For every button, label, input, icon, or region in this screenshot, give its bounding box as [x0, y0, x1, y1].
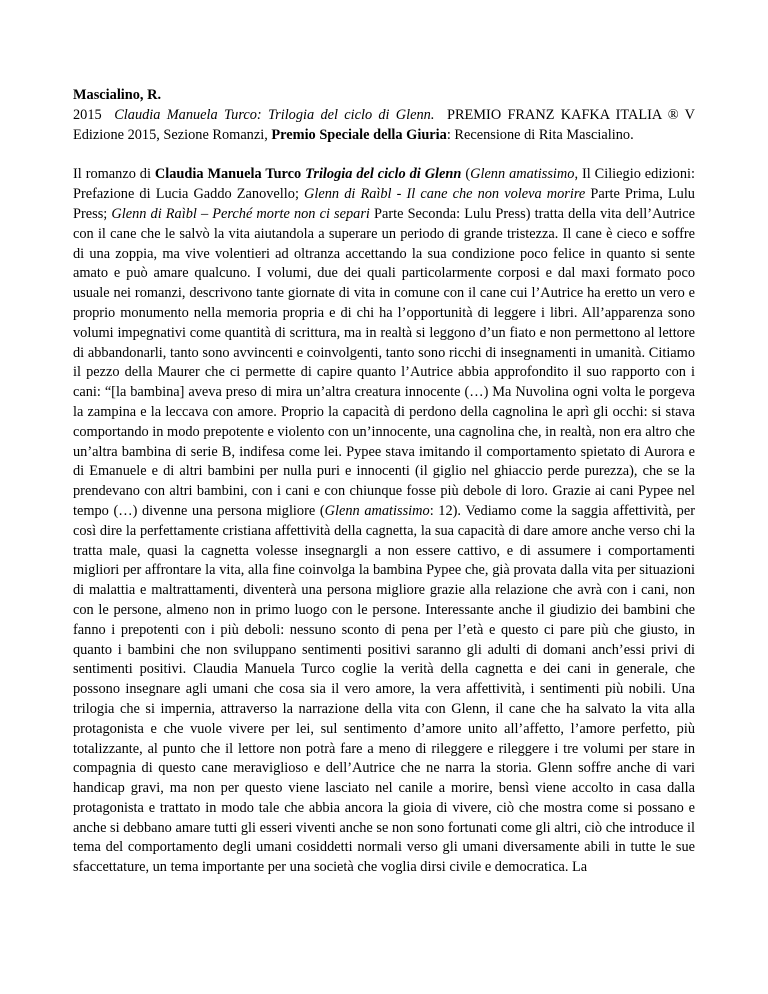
- body-text-segment: Parte Prima, Lulu Press;: [73, 186, 695, 222]
- body-book-title: Glenn di Raìbl – Perché morte non ci separi: [111, 205, 370, 222]
- citation-year: 2015: [73, 106, 102, 123]
- body-author-name: Claudia Manuela Turco: [154, 166, 302, 183]
- body-work-title: Trilogia del ciclo di Glenn: [305, 166, 462, 183]
- body-text-segment: : 12). Vediamo come la saggia affettività, per così dire la perfettamente cristiana affettività della cagnetta, la sua capacità di dare amore anche verso chi la tratta male, quasi la cagnetta volesse insegnargli a non essere cattivo, e di assumere i comportamenti migliori per affrontare la vita, alla fine coinvolga la bambina Pypee che, già provata dalla vita per situazioni di malattia e maltrattamenti, diventerà una persona migliore grazie alla relazione che avrà con i cani, non con le persone, almeno non in primo luogo con le persone. Interessante anche il giudizio dei bambini che fanno i prepotenti con i più deboli: nessuno sconto di pena per l’età e questo ci pare più che giusto, in quanto i bambini che non sviluppano sentimenti positivi saranno gli adulti di domani anch’essi privi di sentimenti positivi. Claudia Manuela Turco coglie la verità della cagnetta e dei cani in generale, che possono insegnare agli umani che cosa sia il vero amore, la vera affettività, i sentimenti più nobili. Una trilogia che si impernia, attraverso la narrazione della vita con Glenn, il cane che ha salvato la vita alla protagonista e che vuole vivere per lei, sul sentimento d’amore unito all’affetto, l’amore perfetto, più totalizzante, al punto che il lettore non potrà fare a meno di rileggere e rileggere i tre volumi per stare in compagnia di questo cane meraviglioso e dell’Autrice che ne narra la storia. Glenn soffre anche di vari handicap gravi, ma non per questo viene lasciato nel canile a morire, bensì viene accolto in casa dalla protagonista e trattato in modo tale che abbia ancora la gioia di vivere, ciò che mostra come si possano e anche si debbano amare tutti gli esseri viventi anche se non sono fortunati come gli altri, ciò che introduce il tema del comportamento degli umani cosiddetti normali verso gli umani diversamente abili in tutte le sue sfaccettature, un tema importante per una società che voglia dirsi civile e democratica. La: [73, 502, 695, 876]
- citation-header: [73, 86, 695, 145]
- citation-prize: PREMIO FRANZ KAFKA ITALIA ® V Edizione 2015, Sezione Romanzi,: [73, 106, 695, 143]
- citation-award: Premio Speciale della Giuria: [271, 126, 447, 143]
- citation-title: Claudia Manuela Turco: Trilogia del ciclo di Glenn.: [114, 106, 435, 123]
- citation-reviewer: : Recensione di Rita Mascialino.: [446, 126, 634, 143]
- body-text-segment: Parte Seconda: Lulu Press) tratta della vita dell’Autrice con il cane che le salvò la vita aiutandola a superare un periodo di grande tristezza. Il cane è cieco e soffre di una zoppia, ma vive volentieri ad oltranza accettando la sua condizione poco felice in quanto si sente amato e può amare qualcuno. I volumi, due dei quali particolarmente corposi e dal maxi formato poco usuale nei romanzi, descrivono tante giornate di vita in comune con il cane cui l’Autrice ha eretto un vero e proprio monumento nella memoria propria e di chi ha l’opportunità di leggere i libri. All’apparenza sono volumi impegnativi come quantità di scrittura, ma in realtà si leggono d’un fiato e non permettono al lettore di abbandonarli, tanto sono avvincenti e coinvolgenti, tanto sono ricchi di insegnamenti in umanità. Citiamo il pezzo della Maurer che ci permette di capire quanto l’Autrice abbia approfondito il suo rapporto con i cani: “[la bambina] aveva preso di mira un’altra creatura innocente (…) Ma Nuvolina ogni volta le porgeva la zampina e la leccava con amore. Proprio la capacità di perdono della cagnolina le aprì gli occhi: si stava comportando in modo prepotente e violento con un’innocente, una cagnolina che, in realtà, non era altro che un’altra bambina di serie B, indifesa come lei. Pypee stava imitando il comportamento spietato di Aurora e di Emanuele e di altri bambini per nulla puri e innocenti (il giglio nel ghiaccio perde purezza), che se la prendevano con altri bambini, con i cani e con chiunque fosse più debole di loro. Grazie ai cani Pypee nel tempo (…) divenne una persona migliore (: [73, 205, 696, 519]
- body-text-segment: , Il Ciliegio edizioni: Prefazione di Lucia Gaddo Zanovello;: [73, 166, 695, 203]
- body-book-title: Glenn di Raìbl - Il cane che non voleva morire: [304, 186, 586, 203]
- citation-author: Mascialino, R.: [73, 87, 162, 103]
- review-body: [73, 165, 695, 878]
- body-text-segment: Il romanzo di: [73, 166, 151, 183]
- body-text-segment: (: [465, 166, 471, 183]
- body-book-title: Glenn amatissimo: [324, 502, 430, 519]
- body-book-title: Glenn amatissimo: [470, 166, 575, 183]
